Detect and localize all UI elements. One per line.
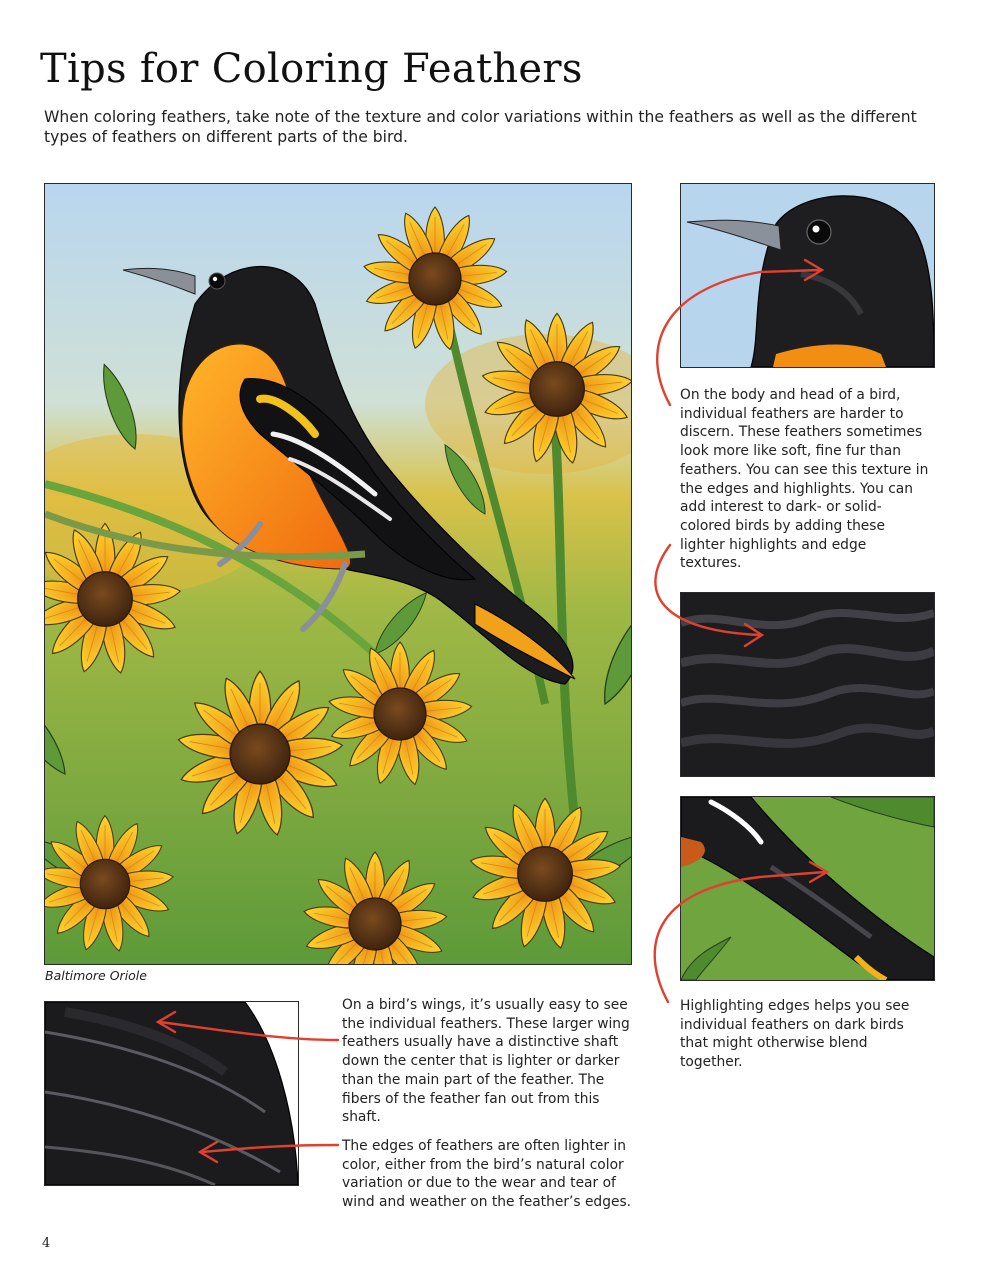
page-title: Tips for Coloring Feathers <box>40 46 583 92</box>
tip-wing-shaft: On a bird’s wings, it’s usually easy to see the individual feathers. These larger wing feathers usually have a distinctive shaft down the center that is lighter or darker than the main part of the feather. The fibers of the feather fan out from this shaft. <box>342 997 630 1126</box>
detail-head-image <box>680 183 935 368</box>
main-illustration-caption: Baltimore Oriole <box>45 968 147 983</box>
tip-feather-edges: The edges of feathers are often lighter in color, either from the bird’s natural color variation or due to the wear and tear of wind and weather on the feather’s edges. <box>342 1138 632 1211</box>
detail-wing-image <box>44 1001 299 1186</box>
tip-highlight-edges: Highlighting edges helps you see individual feathers on dark birds that might otherwise blend together. <box>680 998 910 1071</box>
detail-texture-image <box>680 592 935 777</box>
intro-text: When coloring feathers, take note of the texture and color variations within the feathers as well as the different types of feathers on different parts of the bird. <box>44 108 917 146</box>
tip-head-body: On the body and head of a bird, individual feathers are harder to discern. These feathers sometimes look more like soft, fine fur than feathers. You can see this texture in the edges and highlights. You can add interest to dark- or solid-colored birds by adding these lighter highlights and edge textures. <box>680 387 929 572</box>
detail-edges-image <box>680 796 935 981</box>
page-number: 4 <box>42 1236 51 1251</box>
main-illustration-oriole <box>44 183 632 965</box>
